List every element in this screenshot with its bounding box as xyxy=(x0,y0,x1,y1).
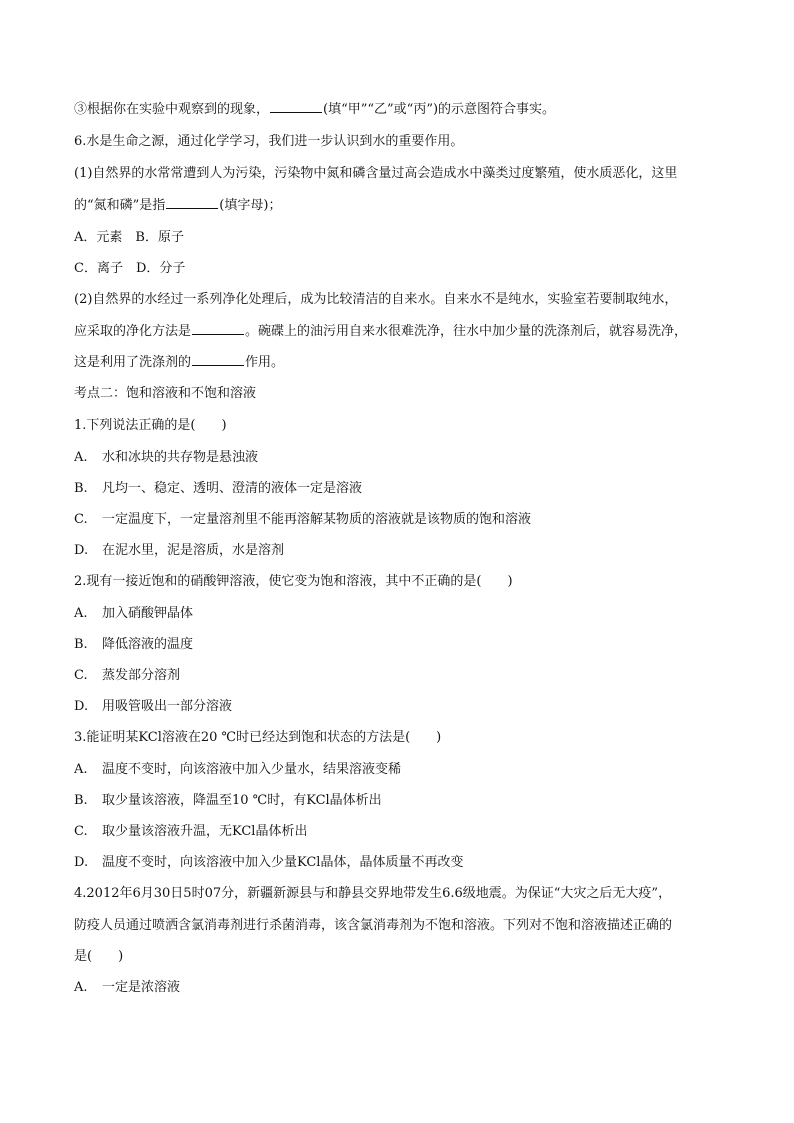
text-line: (2)自然界的水经过一系列净化处理后，成为比较清洁的自来水。自来水不是纯水，实验室若要制取纯水， xyxy=(74,292,678,307)
text-line: 的“氮和磷”是指 (填字母)； xyxy=(74,198,282,213)
answer-blank[interactable] xyxy=(192,353,244,366)
option-line: A. 温度不变时，向该溶液中加入少量水，结果溶液变稀 xyxy=(74,762,402,777)
answer-blank[interactable] xyxy=(166,196,218,209)
option-line: A. 加入硝酸钾晶体 xyxy=(74,606,194,621)
text-line: 是( ) xyxy=(74,949,124,964)
answer-blank[interactable] xyxy=(192,322,244,335)
section-heading: 考点二：饱和溶液和不饱和溶液 xyxy=(74,386,257,401)
option-line: B. 降低溶液的温度 xyxy=(74,637,194,652)
option-line: A. 一定是浓溶液 xyxy=(74,980,181,995)
question-2-stem: 2.现有一接近饱和的硝酸钾溶液，使它变为饱和溶液，其中不正确的是( ) xyxy=(74,574,513,589)
option-line: D. 在泥水里，泥是溶质，水是溶剂 xyxy=(74,543,285,558)
text-line: ③根据你在实验中观察到的现象， (填“甲”“乙”或“丙”)的示意图符合事实。 xyxy=(74,102,556,117)
option-line: C. 一定温度下，一定量溶剂里不能再溶解某物质的溶液就是该物质的饱和溶液 xyxy=(74,512,532,527)
question-1-stem: 1.下列说法正确的是( ) xyxy=(74,418,227,433)
option-line: D. 温度不变时，向该溶液中加入少量KCl晶体，晶体质量不再改变 xyxy=(74,855,464,870)
question-3-stem: 3.能证明某KCl溶液在20 ℃时已经达到饱和状态的方法是( ) xyxy=(74,730,442,745)
answer-blank[interactable] xyxy=(270,100,322,113)
option-line: A．元素 B．原子 xyxy=(74,230,184,245)
option-line: A. 水和冰块的共存物是悬浊液 xyxy=(74,450,259,465)
option-line: D. 用吸管吸出一部分溶液 xyxy=(74,699,233,714)
option-line: C. 取少量该溶液升温，无KCl晶体析出 xyxy=(74,824,308,839)
option-line: C. 蒸发部分溶剂 xyxy=(74,668,181,683)
text-line: 应采取的净化方法是 。碗碟上的油污用自来水很难洗净，往水中加少量的洗涤剂后，就容易洗净， xyxy=(74,324,688,339)
text-line: 防疫人员通过喷洒含氯消毒剂进行杀菌消毒，该含氯消毒剂为不饱和溶液。下列对不饱和溶液描述正确的 xyxy=(74,918,673,933)
option-line: B. 取少量该溶液，降温至10 ℃时，有KCl晶体析出 xyxy=(74,793,382,808)
text-line: (1)自然界的水常常遭到人为污染，污染物中氮和磷含量过高会造成水中藻类过度繁殖，使水质恶化，这里 xyxy=(74,166,678,181)
question-6-stem: 6.水是生命之源，通过化学学习，我们进一步认识到水的重要作用。 xyxy=(74,134,464,149)
option-line: C．离子 D．分子 xyxy=(74,261,186,276)
question-4-stem: 4.2012年6月30日5时07分，新疆新源县与和静县交界地带发生6.6级地震。为保证“大灾之后无大疫”， xyxy=(74,886,672,901)
text-line: 这是利用了洗涤剂的 作用。 xyxy=(74,355,285,370)
option-line: B. 凡均一、稳定、透明、澄清的液体一定是溶液 xyxy=(74,481,363,496)
